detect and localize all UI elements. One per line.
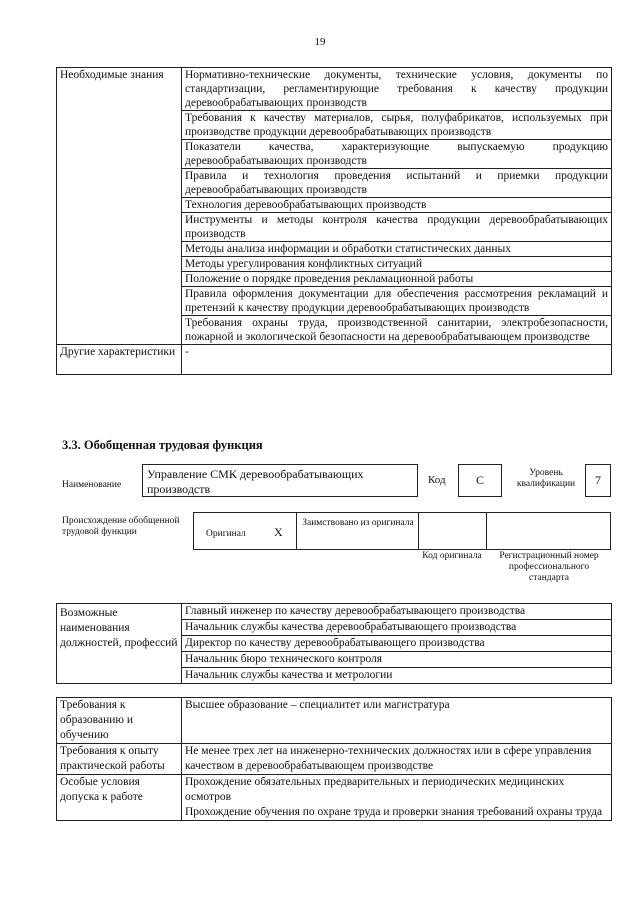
position-item: Начальник службы качества и метрологии: [185, 669, 393, 681]
name-label: Наименование: [62, 480, 122, 490]
knowledge-item: Правила оформления документации для обеспечения рассмотрения рекламаций и претензий к качеству продукции деревообрабатывающих производств: [182, 287, 612, 316]
position-item: Начальник бюро технического контроля: [182, 652, 611, 668]
other-value: -: [182, 345, 612, 375]
original-label: Оригинал: [206, 529, 246, 539]
origin-label: Происхождение обобщенной трудовой функции: [62, 516, 180, 537]
knowledge-item: Нормативно-технические документы, технические условия, документы по стандартизации, регламентирующие требования к качеству продукции деревообрабатывающих производств: [182, 68, 612, 111]
knowledge-item: Требования охраны труда, производственной санитарии, электробезопасности, пожарной и экологической безопасности на деревообрабатывающем производстве: [182, 316, 612, 345]
section-title: 3.3. Обобщенная трудовая функция: [62, 438, 263, 452]
position-item: Директор по качеству деревообрабатывающего производства: [182, 636, 611, 652]
reg-caption: Регистрационный номер профессионального стандарта: [499, 551, 599, 583]
code-caption: Код оригинала: [422, 551, 482, 561]
original-mark: X: [274, 525, 283, 539]
other-label: Другие характеристики: [57, 345, 182, 375]
function-name-value: Управление СМК деревообрабатывающих производств: [147, 467, 364, 496]
education-value: Высшее образование – специалитет или магистратура: [182, 698, 612, 744]
code-value-box: [458, 464, 502, 497]
original-code-cell: [418, 513, 487, 549]
function-name-box: [142, 464, 418, 497]
code-label: Код: [428, 474, 446, 486]
level-value: 7: [595, 473, 601, 487]
special-condition-item: Прохождение обучения по охране труда и проверки знания требований охраны труда: [185, 806, 603, 818]
education-label: Требования к образованию и обучению: [57, 698, 182, 744]
borrowed-cell: [296, 513, 419, 549]
experience-label: Требования к опыту практической работы: [57, 744, 182, 775]
knowledge-label: Необходимые знания: [57, 68, 182, 345]
special-conditions: [182, 775, 612, 821]
positions-list: [182, 604, 612, 684]
positions-table: [56, 603, 612, 684]
knowledge-item: Инструменты и методы контроля качества продукции деревообрабатывающих производств: [182, 213, 612, 242]
knowledge-item: Требования к качеству материалов, сырья, полуфабрикатов, используемых при производстве продукции деревообрабатывающих производств: [182, 111, 612, 140]
knowledge-item: Показатели качества, характеризующие выпускаемую продукцию деревообрабатывающих производств: [182, 140, 612, 169]
special-label: Особые условия допуска к работе: [57, 775, 182, 821]
knowledge-item: Технология деревообрабатывающих производств: [182, 198, 612, 213]
original-cell: [194, 513, 296, 549]
knowledge-table: [56, 67, 612, 375]
borrowed-label: Заимствовано из оригинала: [302, 518, 414, 528]
knowledge-item: Правила и технология проведения испытаний и приемки продукции деревообрабатывающих производств: [182, 169, 612, 198]
knowledge-item: Методы анализа информации и обработки статистических данных: [182, 242, 612, 257]
reg-number-cell: [486, 513, 611, 549]
knowledge-item: Методы урегулирования конфликтных ситуаций: [182, 257, 612, 272]
positions-label: Возможные наименования должностей, профессий: [57, 604, 182, 684]
page-number: 19: [314, 36, 326, 48]
code-value: C: [475, 473, 484, 487]
position-item: Начальник службы качества деревообрабатывающего производства: [182, 620, 611, 636]
knowledge-item: Положение о порядке проведения рекламационной работы: [182, 272, 612, 287]
level-label: Уровень квалификации: [516, 468, 576, 489]
requirements-table: [56, 697, 612, 821]
level-value-box: [585, 464, 611, 497]
special-condition-item: Прохождение обязательных предварительных и периодических медицинских осмотров: [185, 776, 565, 803]
experience-value: Не менее трех лет на инженерно-технических должностях или в сфере управления качеством в деревообрабатывающем производстве: [182, 744, 612, 775]
origin-box: [193, 512, 611, 550]
position-item: Главный инженер по качеству деревообрабатывающего производства: [182, 604, 611, 620]
